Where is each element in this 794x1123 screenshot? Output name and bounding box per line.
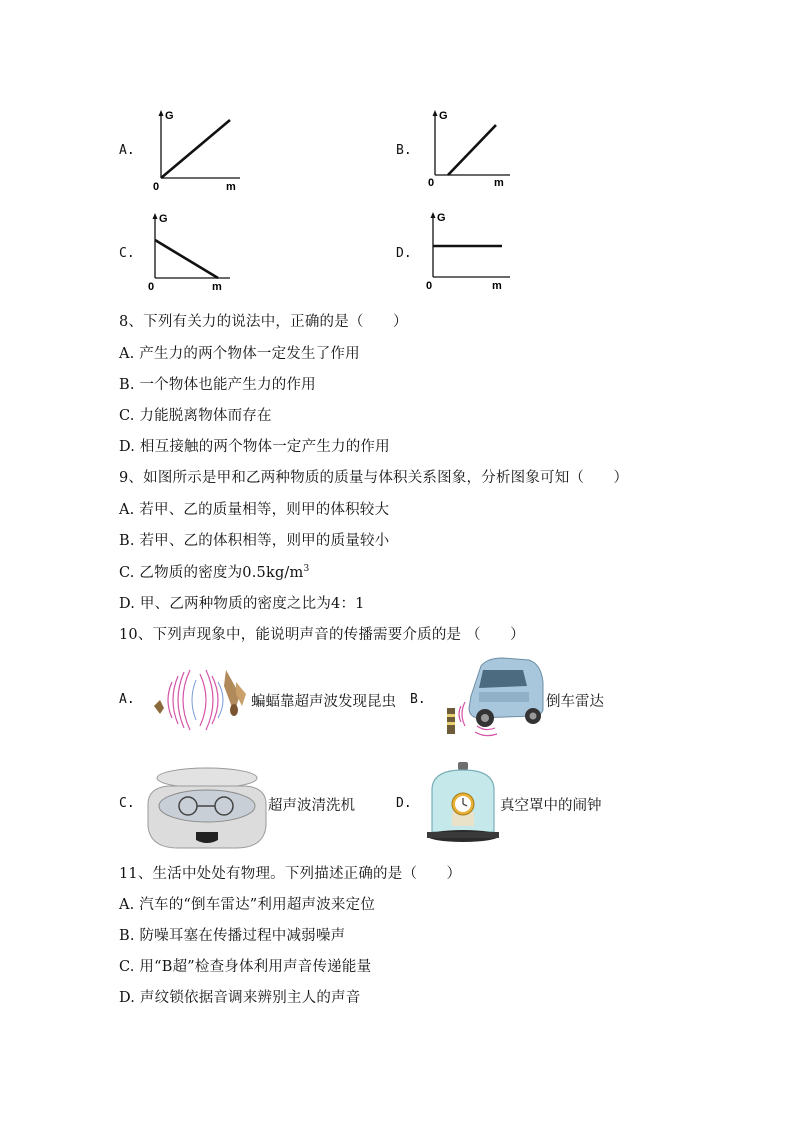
q10-option-c-letter[interactable]: C. [119, 796, 135, 811]
q9-option-d[interactable]: D. 甲、乙两种物质的密度之比为4：1 [119, 596, 365, 612]
q9-option-a[interactable]: A. 若甲、乙的质量相等，则甲的体积较大 [119, 502, 390, 518]
q11-stem: 11、生活中处处有物理。下列描述正确的是（ ） [119, 866, 462, 882]
q8-option-b[interactable]: B. 一个物体也能产生力的作用 [119, 377, 316, 393]
vacuum-jar-clock-image [424, 760, 502, 846]
q9-option-c-exponent: 3 [303, 564, 310, 575]
q10-stem: 10、下列声现象中，能说明声音的传播需要介质的是 （ ） [119, 627, 525, 643]
axis-label-g: G [159, 213, 168, 225]
q7-option-d-letter: D. [396, 246, 412, 261]
q11-option-d[interactable]: D. 声纹锁依据音调来辨别主人的声音 [119, 990, 361, 1006]
ultrasonic-cleaner-image [144, 764, 270, 850]
q11-option-c[interactable]: C. 用“B超”检查身体利用声音传递能量 [119, 959, 372, 975]
q7-graph-a [148, 104, 248, 194]
q9-option-c[interactable] [119, 561, 309, 582]
q10-option-a-caption: 蝙蝠靠超声波发现昆虫 [251, 694, 396, 710]
q7-option-b-letter: B. [396, 143, 412, 158]
q8-option-a[interactable]: A. 产生力的两个物体一定发生了作用 [119, 346, 360, 362]
axis-label-g: G [437, 212, 446, 224]
bat-ultrasound-image [150, 664, 252, 736]
q10-option-c-caption: 超声波清洗机 [268, 798, 355, 814]
q10-option-d-caption: 真空罩中的闹钟 [500, 798, 602, 814]
axis-label-m: m [494, 177, 504, 189]
q11-option-b[interactable]: B. 防噪耳塞在传播过程中减弱噪声 [119, 928, 346, 944]
axis-label-g: G [165, 110, 174, 122]
q7-graph-b [424, 104, 524, 194]
q8-option-c[interactable]: C. 力能脱离物体而存在 [119, 408, 272, 424]
origin-label: 0 [428, 177, 435, 189]
q10-option-d-letter[interactable]: D. [396, 796, 412, 811]
car-reversing-radar-image [437, 656, 547, 742]
axis-label-m: m [212, 281, 222, 293]
axis-label-g: G [439, 110, 448, 122]
q10-option-b-caption: 倒车雷达 [546, 694, 604, 710]
q7-option-a-letter: A. [119, 143, 135, 158]
origin-label: 0 [426, 280, 433, 292]
q9-option-b[interactable]: B. 若甲、乙的体积相等，则甲的质量较小 [119, 533, 390, 549]
q9-stem: 9、如图所示是甲和乙两种物质的质量与体积关系图象，分析图象可知（ ） [119, 470, 629, 486]
q9-option-c-text: C. 乙物质的密度为0.5kg/m [119, 565, 304, 581]
origin-label: 0 [153, 181, 160, 193]
q7-graph-d [424, 206, 524, 296]
q7-option-c-letter: C. [119, 246, 135, 261]
origin-label: 0 [148, 281, 155, 293]
axis-label-m: m [226, 181, 236, 193]
axis-label-m: m [492, 280, 502, 292]
q7-graph-c [146, 208, 246, 298]
q11-option-a[interactable]: A. 汽车的“倒车雷达”利用超声波来定位 [119, 897, 376, 913]
q8-stem: 8、下列有关力的说法中，正确的是（ ） [119, 314, 408, 330]
q10-option-a-letter[interactable]: A. [119, 692, 135, 707]
q8-option-d[interactable]: D. 相互接触的两个物体一定产生力的作用 [119, 439, 390, 455]
q10-option-b-letter[interactable]: B. [410, 692, 426, 707]
